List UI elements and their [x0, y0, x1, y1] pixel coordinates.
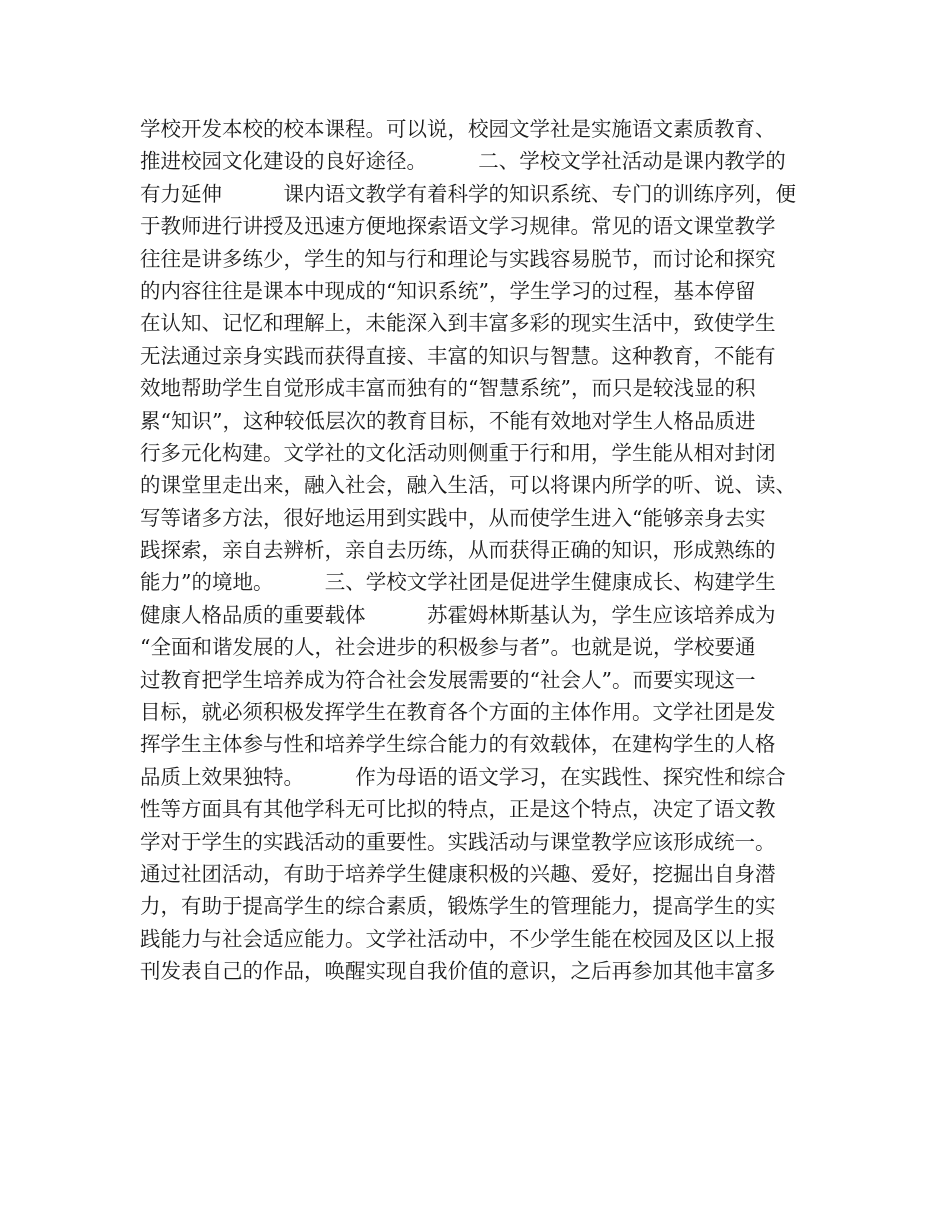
text-line: 推进校园文化建设的良好途径。 二、学校文学社活动是课内教学的 — [140, 149, 786, 174]
text-line: “全面和谐发展的人，社会进步的积极参与者”。也就是说，学校要通 — [140, 635, 756, 660]
text-line: 刊发表自己的作品，唤醒实现自我价值的意识，之后再参加其他丰富多 — [140, 959, 776, 984]
text-line: 学校开发本校的校本课程。可以说，校园文学社是实施语文素质教育、 — [140, 117, 776, 141]
text-line: 的内容往往是课本中现成的“知识系统”，学生学习的过程，基本停留 — [140, 278, 756, 303]
text-line: 践能力与社会适应能力。文学社活动中，不少学生能在校园及区以上报 — [140, 926, 776, 951]
text-line: 累“知识”，这种较低层次的教育目标，不能有效地对学生人格品质进 — [140, 408, 756, 433]
text-line: 健康人格品质的重要载体 苏霍姆林斯基认为，学生应该培养成为 — [140, 602, 776, 627]
text-line: 于教师进行讲授及迅速方便地探索语文学习规律。常见的语文课堂教学 — [140, 214, 776, 239]
text-line: 力，有助于提高学生的综合素质，锻炼学生的管理能力，提高学生的实 — [140, 894, 776, 919]
text-line: 的课堂里走出来，融入社会，融入生活，可以将课内所学的听、说、读、 — [140, 473, 796, 498]
text-line: 在认知、记忆和理解上，未能深入到丰富多彩的现实生活中，致使学生 — [140, 311, 776, 336]
text-line: 能力”的境地。 三、学校文学社团是促进学生健康成长、构建学生 — [140, 570, 776, 595]
text-line: 目标，就必须积极发挥学生在教育各个方面的主体作用。文学社团是发 — [140, 700, 776, 725]
text-line: 学对于学生的实践活动的重要性。实践活动与课堂教学应该形成统一。 — [140, 829, 776, 854]
text-line: 行多元化构建。文学社的文化活动则侧重于行和用，学生能从相对封闭 — [140, 440, 776, 465]
text-line: 践探索，亲自去辨析，亲自去历练，从而获得正确的知识，形成熟练的 — [140, 538, 776, 563]
text-line: 品质上效果独特。 作为母语的语文学习，在实践性、探究性和综合 — [140, 764, 786, 789]
text-line: 性等方面具有其他学科无可比拟的特点，正是这个特点，决定了语文教 — [140, 797, 776, 822]
text-line: 无法通过亲身实践而获得直接、丰富的知识与智慧。这种教育，不能有 — [140, 343, 776, 368]
text-line: 通过社团活动，有助于培养学生健康积极的兴趣、爱好，挖掘出自身潜 — [140, 861, 776, 886]
body-text — [140, 113, 820, 988]
text-line: 写等诸多方法，很好地运用到实践中，从而使学生进入“能够亲身去实 — [140, 505, 766, 530]
text-line: 往往是讲多练少，学生的知与行和理论与实践容易脱节，而讨论和探究 — [140, 246, 776, 271]
text-line: 有力延伸 课内语文教学有着科学的知识系统、专门的训练序列，便 — [140, 181, 796, 206]
text-line: 过教育把学生培养成为符合社会发展需要的“社会人”。而要实现这一 — [140, 667, 756, 692]
text-line: 挥学生主体参与性和培养学生综合能力的有效载体，在建构学生的人格 — [140, 732, 776, 757]
text-line: 效地帮助学生自觉形成丰富而独有的“智慧系统”，而只是较浅显的积 — [140, 376, 756, 401]
